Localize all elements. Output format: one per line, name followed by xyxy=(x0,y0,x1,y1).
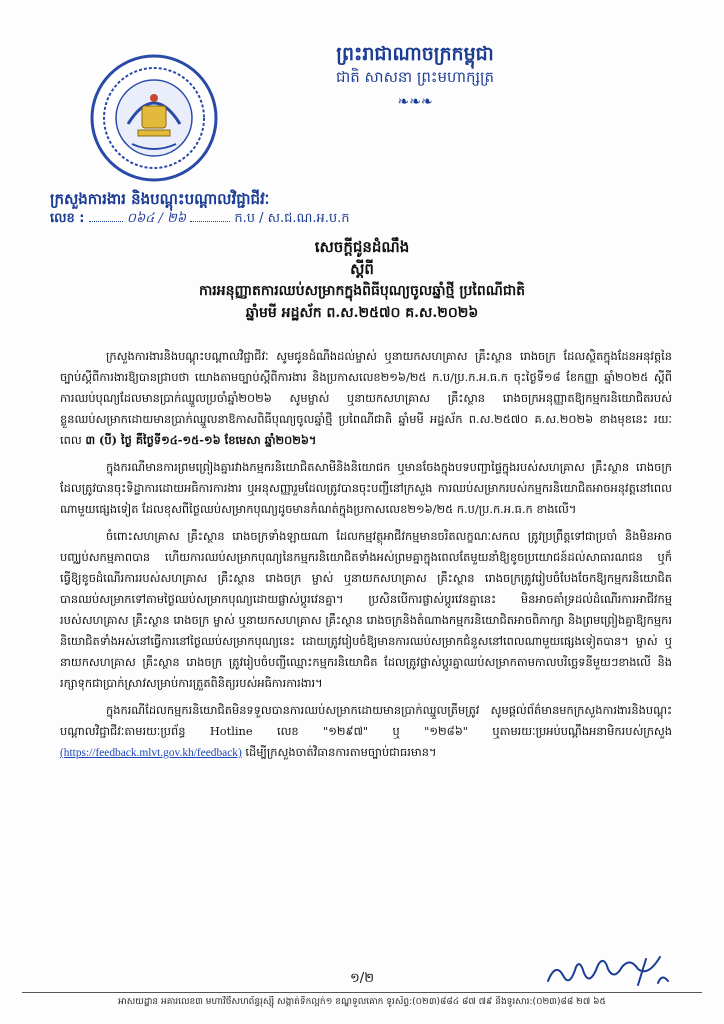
page-number: ១/២ xyxy=(349,971,375,986)
paragraph-2: ក្នុងករណីមានការព្រមព្រៀងគ្នារវាងកម្មករនិយោជិតសាមីនិងនិយោជក ឬមានចែងក្នុងបទបញ្ជាផ្ទៃក្នុងរបស់សហគ្រាស គ្រឹះស្ថាន រោងចក្រដែលត្រូវបានចុះទិដ្ឋាការដោយអធិការការងារ ឬអនុសញ្ញារួមដែលត្រូវបានចុះបញ្ជីនៅក្រសួង ការឈប់សម្រាករបស់កម្មករនិយោជិតអាចអនុវត្តនៅពេលណាមួយផ្សេងទៀត ដែលខុសពីថ្ងៃឈប់សម្រាកបុណ្យដូចមានកំណត់ក្នុងប្រកាសលេខ២១៦/២៥ ក.ប/ប្រ.ក.អ.ធ.ក ខាងលើ។ xyxy=(60,460,672,516)
paragraph-1-bold-dates: ៣ (បី) ថ្ងៃ គឺថ្ងៃទី១៤-១៥-១៦ ខែមេសា ឆ្នាំ២០២៦។ xyxy=(85,433,317,447)
reference-handwritten-number: ០៦៤ / ២៦ xyxy=(126,211,187,226)
notice-body xyxy=(60,346,672,770)
paragraph-1 xyxy=(60,346,672,451)
notice-subject: ការអនុញ្ញាតការឈប់សម្រាកក្នុងពិធីបុណ្យចូលឆ្នាំថ្មី ប្រពៃណីជាតិ xyxy=(198,283,526,299)
paragraph-1-text: ក្រសួងការងារនិងបណ្តុះបណ្តាលវិជ្ជាជីវៈ សូមជូនដំណឹងដល់ម្ចាស់ ឬនាយកសហគ្រាស គ្រឹះស្ថាន រោងចក្រ ដែលស្ថិតក្នុងដែនអនុវត្តនៃច្បាប់ស្តីពីការងារឱ្យបានជ្រាបថា យោងតាមច្បាប់ស្តីពីការងារ និងប្រកាសលេខ២១៦/២៥ ក.ប/ប្រ.ក.អ.ធ.ក ចុះថ្ងៃទី១៨ ខែកញ្ញា ឆ្នាំ២០២៥ ស្តីពីការឈប់បុណ្យដែលមានប្រាក់ឈ្នួលប្រចាំឆ្នាំ២០២៦ សូមម្ចាស់ ឬនាយកសហគ្រាស គ្រឹះស្ថាន រោងចក្រអនុញ្ញាតឱ្យកម្មករនិយោជិតរបស់ខ្លួនឈប់សម្រាកដោយមានប្រាក់ឈ្នួលនាឱកាសពិធីបុណ្យចូលឆ្នាំថ្មី ប្រពៃណីជាតិ ឆ្នាំមមី អដ្ឋស័ក ព.ស.២៥៧០ គ.ស.២០២៦ ខាងមុខនេះ រយៈពេល xyxy=(60,349,672,447)
notice-year-line: ឆ្នាំមមី អដ្ឋស័ក ព.ស.២៥៧០ គ.ស.២០២៦ xyxy=(245,305,479,321)
handwritten-signature xyxy=(542,955,692,991)
footer-address: អាសយដ្ឋាន អគារលេខ៣ មហាវិថីសហព័ន្ធរុស្ស៊ី សង្កាត់ទឹកល្អក់១ ខណ្ឌទួលគោក ទូរស័ព្ទ:(០២៣)៨៨៤ ៨៧ ៧៩ និងទូរសារ:(០២៣)៨៨ ២៧ ៦៥ xyxy=(118,997,606,1007)
national-motto: ជាតិ សាសនា ព្រះមហាក្សត្រ xyxy=(335,68,495,86)
ornament-divider: ❧❧❧ xyxy=(397,94,433,110)
paragraph-4 xyxy=(60,700,672,764)
paragraph-3: ចំពោះសហគ្រាស គ្រឹះស្ថាន រោងចក្រទាំងឡាយណា ដែលកម្មវត្ថុអាជីវកម្មមានចរិតលក្ខណៈសកល ត្រូវប្រព្រឹត្តទៅជាប្រចាំ និងមិនអាចបញ្ឈប់សកម្មភាពបាន ហើយការឈប់សម្រាកបុណ្យនៃកម្មករនិយោជិតទាំងអស់ព្រមគ្នាក្នុងពេលតែមួយនាំឱ្យខូចប្រយោជន៍ដល់សាធារណជន ឬក៏ធ្វើឱ្យខូចដំណើរការរបស់សហគ្រាស គ្រឹះស្ថាន រោងចក្រ ម្ចាស់ ឬនាយកសហគ្រាស គ្រឹះស្ថាន រោងចក្រត្រូវរៀបចំបែងចែកឱ្យកម្មករនិយោជិតបានឈប់សម្រាកទៅតាមថ្ងៃឈប់សម្រាកបុណ្យដោយផ្លាស់ប្តូរវេនគ្នា។ ប្រសិនបើការផ្លាស់ប្តូរវេនគ្នានេះ មិនអាចគាំទ្រដល់ដំណើរការអាជីវកម្មរបស់សហគ្រាស គ្រឹះស្ថាន រោងចក្រ ម្ចាស់ ឬនាយកសហគ្រាស គ្រឹះស្ថាន រោងចក្រនិងតំណាងកម្មករនិយោជិតអាចពិភាក្សា និងព្រមព្រៀងគ្នាឱ្យកម្មករនិយោជិតទាំងអស់នៅធ្វើការនៅថ្ងៃឈប់សម្រាកបុណ្យនេះ ដោយត្រូវរៀបចំឱ្យមានការឈប់សម្រាកជំនួសនៅពេលណាមួយផ្សេងទៀតបាន។ ម្ចាស់ ឬនាយកសហគ្រាស គ្រឹះស្ថាន រោងចក្រ ត្រូវរៀបចំបញ្ជីឈ្មោះកម្មករនិយោជិត ដែលត្រូវផ្លាស់ប្តូរគ្នាឈប់សម្រាកតាមកាលបរិច្ឆេទនីមួយៗខាងលើ និងរក្សាទុកជាប្រាក់ស្រាវសម្រាប់ការត្រួតពិនិត្យរបស់អធិការការងារ។ xyxy=(60,529,672,690)
reference-suffix: ក.ប / ស.ជ.ណ.អ.ប.ក xyxy=(234,211,350,226)
feedback-link[interactable]: (https://feedback.mlvt.gov.kh/feedback) xyxy=(60,747,242,759)
footer-divider xyxy=(22,992,702,993)
notice-titles xyxy=(60,236,664,324)
paragraph-4-text: ក្នុងករណីដែលកម្មករនិយោជិតមិនទទួលបានការឈប់សម្រាកដោយមានប្រាក់ឈ្នួលត្រឹមត្រូវ សូមផ្តល់ព័ត៌មានមកក្រសួងការងារនិងបណ្តុះបណ្តាលវិជ្ជាជីវៈតាមរយៈប្រព័ន្ធ Hotline លេខ "១២៩៧" ឬ "១២៨៦" ឬតាមរយៈប្រអប់បណ្តឹងអនាមិករបស់ក្រសួង xyxy=(60,703,672,738)
kingdom-heading: ព្រះរាជាណាចក្រកម្ពុជា xyxy=(336,43,494,65)
ministry-seal-logo xyxy=(88,52,220,184)
reference-number-line xyxy=(50,210,350,229)
reference-label: លេខ : xyxy=(50,211,85,226)
paragraph-4-ending: ដើម្បីក្រសួងចាត់វិធានការតាមច្បាប់ជាធរមាន។ xyxy=(245,745,437,759)
ministry-name: ក្រសួងការងារ និងបណ្តុះបណ្តាលវិជ្ជាជីវៈ xyxy=(50,190,270,208)
notice-subject-label: ស្តីពី xyxy=(350,260,374,278)
notice-title: សេចក្តីជូនដំណឹង xyxy=(314,238,410,256)
